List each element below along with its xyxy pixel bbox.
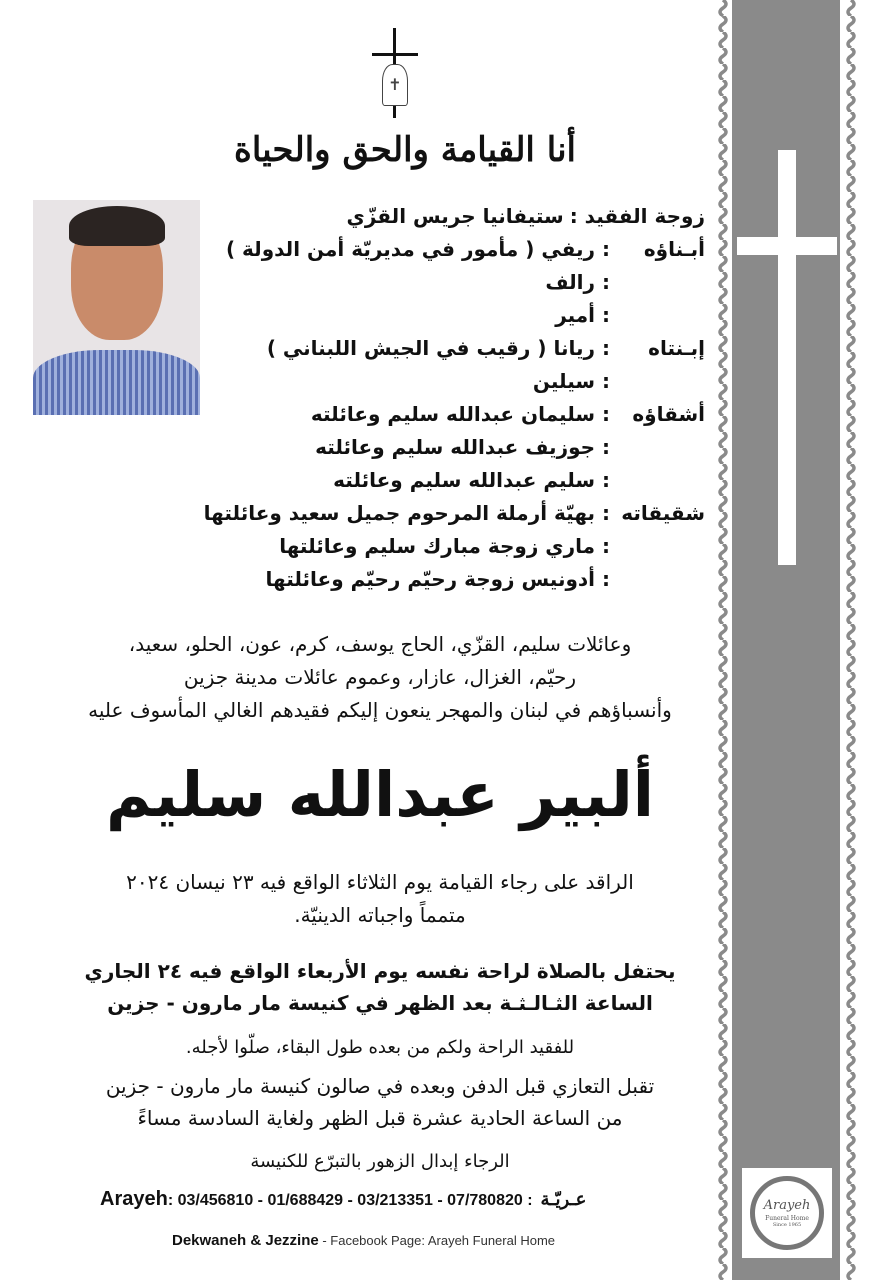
son-1: : ريفي ( مأمور في مديريّة أمن الدولة ) [225,237,610,261]
family-row [180,398,705,431]
footer-line [172,1232,622,1249]
family-row [180,332,705,365]
family-row [180,530,705,563]
wavy-border-right [844,0,858,1280]
family-row [180,497,705,530]
son-3: : أمير [555,303,610,327]
spouse-row [180,200,705,233]
families-announcement: وعائلات سليم، القزّي، الحاج يوسف، كرم، عون، الحلو، سعيد، رحيّم، الغزال، عازار، وعموم عائلات مدينة جزين وأنسباؤهم في لبنان والمهجر ينعون إليكم فقيدهم الغالي المأسوف عليه [88,632,672,722]
brand-name: Arayeh [100,1188,168,1210]
brothers-label: أشقاؤه [632,402,705,426]
brother-3: : سليم عبدالله سليم وعائلته [333,468,610,492]
brother-2: : جوزيف عبدالله سليم وعائلته [315,435,610,459]
logo-emblem-icon [750,1176,824,1250]
white-cross-bar [737,237,837,255]
spouse-label: زوجة الفقيد : [569,204,705,228]
facebook-page: - Facebook Page: Arayeh Funeral Home [318,1233,556,1248]
family-row [180,563,705,596]
family-row [180,365,705,398]
condolences-text: تقبل التعازي قبل الدفن وبعده في صالون كنيسة مار مارون - جزين من الساعة الحادية عشرة قبل الظهر ولغاية السادسة مساءً [105,1074,655,1130]
family-row [180,299,705,332]
funeral-home-logo [742,1168,832,1258]
daughters-label: إبـنتاه [648,336,705,360]
death-date-text: الراقد على رجاء القيامة يوم الثلاثاء الواقع فيه ٢٣ نيسان ٢٠٢٤ متمماً واجباته الدينيّة. [126,870,634,927]
motto-heading: أنا القيامة والحق والحياة [234,130,576,170]
contact-line [100,1188,700,1211]
sister-3: : أدونيس زوجة رحيّم رحيّم وعائلتها [265,567,610,591]
logo-subtitle: Funeral Home [765,1215,809,1222]
locations: Dekwaneh & Jezzine [172,1232,319,1249]
family-row [180,431,705,464]
deceased-photo [33,200,200,415]
spouse-name: ستيفانيا جريس القزّي [346,204,564,228]
sisters-label: شقيقاته [621,501,705,525]
logo-since: Since 1965 [772,1222,802,1228]
sons-label: أبـناؤه [643,237,705,261]
deceased-name: ألبير عبدالله سليم [105,758,654,831]
family-row [180,464,705,497]
family-row [180,233,705,266]
brand-name-arabic: عـريّـة [540,1189,587,1209]
brother-1: : سليمان عبدالله سليم وعائلته [310,402,610,426]
prayer-text: للفقيد الراحة ولكم من بعده طول البقاء، صلّوا لأجله. [185,1037,575,1058]
flowers-request-text: الرجاء إبدال الزهور بالتبرّع للكنيسة [250,1151,510,1172]
cross-angel-icon: ✝ [372,28,418,118]
daughter-2: : سيلين [532,369,610,393]
white-cross-icon [778,150,796,565]
phone-numbers: : 03/456810 - 01/688429 - 03/213351 - 07/780820 : [167,1192,533,1209]
logo-name: Arayeh [763,1198,811,1213]
sister-2: : ماري زوجة مبارك سليم وعائلتها [279,534,610,558]
family-list [180,200,705,596]
funeral-mass-text: يحتفل بالصلاة لراحة نفسه يوم الأربعاء الواقع فيه ٢٤ الجاري الساعة الثـالـثـة بعد الظهر في كنيسة مار مارون - جزين [84,959,676,1015]
family-row [180,266,705,299]
sister-1: : بهيّة أرملة المرحوم جميل سعيد وعائلتها [203,501,610,525]
son-2: : رالف [545,270,610,294]
daughter-1: : ريانا ( رقيب في الجيش اللبناني ) [266,336,610,360]
